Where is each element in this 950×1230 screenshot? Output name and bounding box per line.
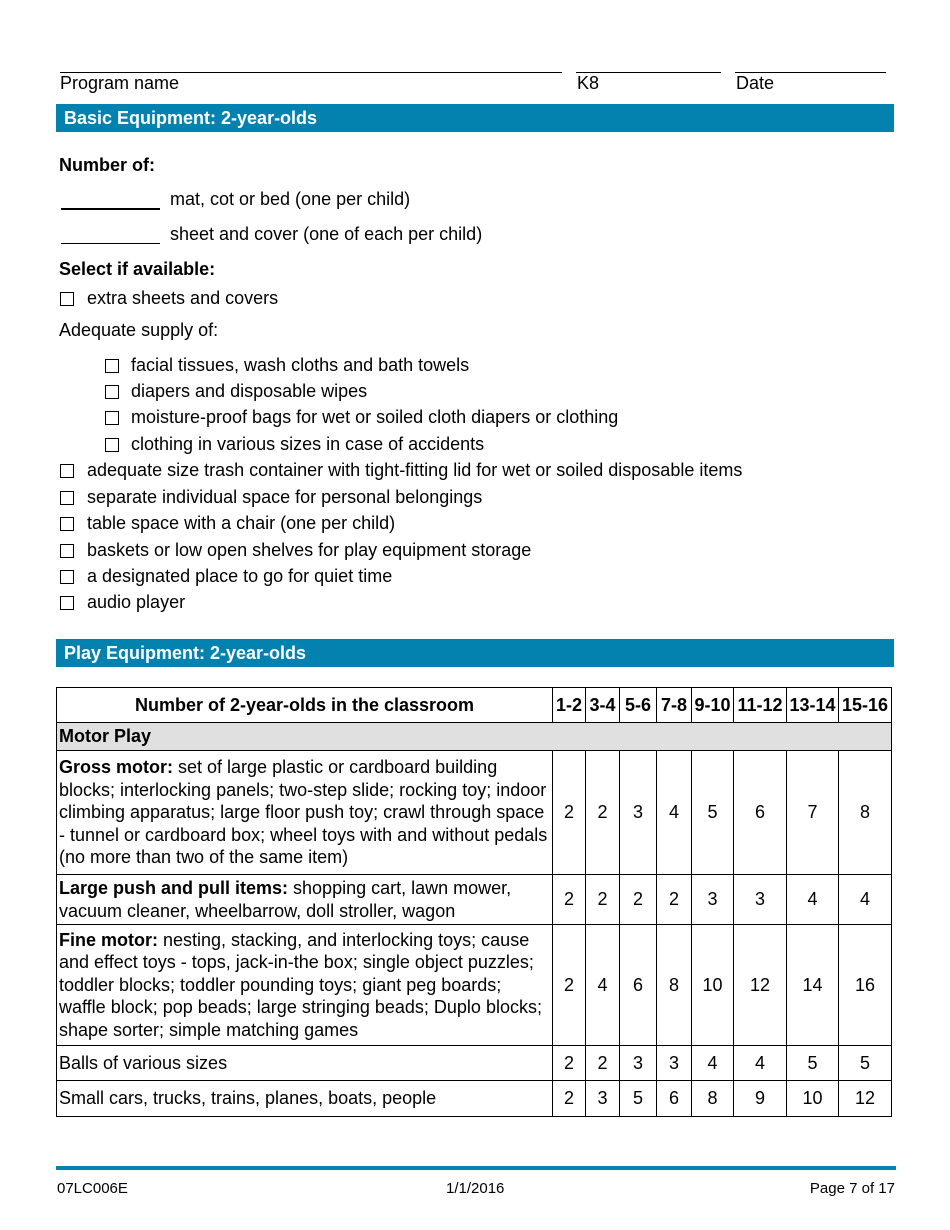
checkbox-label: audio player	[87, 592, 186, 612]
mat-count-label: mat, cot or bed (one per child)	[170, 189, 411, 209]
cell-value: 2	[553, 1046, 586, 1081]
cell-value: 6	[657, 1081, 692, 1117]
checkbox-icon[interactable]	[60, 292, 74, 306]
cell-value: 2	[620, 875, 657, 925]
play-equipment-heading: Play Equipment: 2-year-olds	[56, 639, 894, 667]
cell-value: 6	[734, 751, 787, 875]
cell-value: 8	[657, 925, 692, 1046]
cell-value: 2	[586, 751, 620, 875]
checkbox-icon[interactable]	[105, 385, 119, 399]
row-description	[57, 925, 553, 1046]
cell-value: 14	[787, 925, 839, 1046]
checkbox-audio-player[interactable]	[60, 592, 185, 613]
row-description	[57, 751, 553, 875]
number-of-label: Number of:	[59, 155, 155, 175]
adequate-supply-label: Adequate supply of:	[59, 320, 219, 340]
checkbox-label: baskets or low open shelves for play equipment storage	[87, 540, 532, 560]
basic-equipment-heading: Basic Equipment: 2-year-olds	[56, 104, 894, 132]
cell-value: 4	[657, 751, 692, 875]
cell-value: 6	[620, 925, 657, 1046]
checkbox-personal-space[interactable]	[60, 487, 482, 508]
checkbox-label: extra sheets and covers	[87, 288, 279, 308]
checkbox-icon[interactable]	[105, 411, 119, 425]
checkbox-label: adequate size trash container with tight-fitting lid for wet or soiled disposable items	[87, 460, 743, 480]
checkbox-trash-container[interactable]	[60, 460, 742, 481]
program-name-label: Program name	[60, 73, 180, 93]
checkbox-clothing[interactable]	[105, 434, 484, 455]
select-if-available-label: Select if available:	[59, 259, 216, 279]
checkbox-icon[interactable]	[60, 491, 74, 505]
checkbox-label: clothing in various sizes in case of accidents	[131, 434, 485, 454]
checkbox-label: table space with a chair (one per child)	[87, 513, 396, 533]
checkbox-facial-tissues[interactable]	[105, 355, 469, 376]
cell-value: 8	[839, 751, 892, 875]
column-header: 3-4	[586, 688, 620, 723]
row-text: Small cars, trucks, trains, planes, boats, people	[59, 1088, 437, 1109]
footer-rule	[56, 1166, 896, 1170]
cell-value: 10	[787, 1081, 839, 1117]
cell-value: 5	[692, 751, 734, 875]
cell-value: 3	[734, 875, 787, 925]
row-text: shopping cart, lawn mower, vacuum cleaner, wheelbarrow, doll stroller, wagon	[59, 878, 512, 921]
cell-value: 3	[620, 1046, 657, 1081]
cell-value: 5	[787, 1046, 839, 1081]
checkbox-moisture-proof-bags[interactable]	[105, 407, 618, 428]
cell-value: 3	[657, 1046, 692, 1081]
section-row-motor-play	[57, 723, 892, 751]
checkbox-label: facial tissues, wash cloths and bath towels	[131, 355, 470, 375]
footer-page-number: Page 7 of 17	[809, 1180, 895, 1197]
row-text: Balls of various sizes	[59, 1052, 228, 1073]
table-row	[57, 1081, 892, 1117]
checkbox-label: a designated place to go for quiet time	[87, 566, 393, 586]
row-text: set of large plastic or cardboard building blocks; interlocking panels; two-step slide; rocking toy; indoor climbing apparatus; large floor push toy; crawl through space - tunnel or cardboard box; wheel toys with and without pedals (no more than two of the same item)	[59, 757, 548, 868]
cell-value: 2	[657, 875, 692, 925]
cell-value: 2	[553, 1081, 586, 1117]
footer-form-id: 07LC006E	[57, 1180, 128, 1197]
checkbox-icon[interactable]	[105, 359, 119, 373]
checkbox-extra-sheets[interactable]	[60, 288, 278, 309]
cell-value: 2	[553, 875, 586, 925]
sheet-count-label: sheet and cover (one of each per child)	[170, 224, 483, 244]
column-header: 11-12	[734, 688, 787, 723]
cell-value: 5	[839, 1046, 892, 1081]
cell-value: 4	[692, 1046, 734, 1081]
cell-value: 4	[787, 875, 839, 925]
cell-value: 7	[787, 751, 839, 875]
checkbox-icon[interactable]	[105, 438, 119, 452]
row-label: Large push and pull items:	[59, 878, 289, 898]
row-label: Gross motor:	[59, 757, 174, 778]
date-label: Date	[736, 73, 775, 93]
section-label: Motor Play	[57, 723, 892, 751]
checkbox-quiet-place[interactable]	[60, 566, 392, 587]
table-row	[57, 925, 892, 1046]
column-header: 15-16	[839, 688, 892, 723]
row-label: Fine motor:	[59, 929, 158, 950]
checkbox-icon[interactable]	[60, 596, 74, 610]
row-text: nesting, stacking, and interlocking toys; cause and effect toys - tops, jack-in-the box; single object puzzles; toddler blocks; toddler pounding toys; giant peg boards; waffle block; pop beads; large stringing beads; Duplo blocks; shape sorter; simple matching games	[59, 929, 542, 1040]
footer-date: 1/1/2016	[446, 1180, 505, 1197]
cell-value: 2	[586, 1046, 620, 1081]
cell-value: 10	[692, 925, 734, 1046]
cell-value: 3	[692, 875, 734, 925]
cell-value: 12	[734, 925, 787, 1046]
row-description	[57, 875, 553, 925]
checkbox-diapers[interactable]	[105, 381, 367, 402]
k8-label: K8	[577, 73, 600, 93]
checkbox-label: diapers and disposable wipes	[131, 381, 368, 401]
cell-value: 4	[586, 925, 620, 1046]
column-header: 13-14	[787, 688, 839, 723]
sheet-count-field[interactable]	[61, 243, 160, 244]
table-header-label: Number of 2-year-olds in the classroom	[57, 688, 553, 723]
checkbox-label: moisture-proof bags for wet or soiled cloth diapers or clothing	[131, 407, 619, 427]
checkbox-baskets-shelves[interactable]	[60, 540, 531, 561]
cell-value: 4	[839, 875, 892, 925]
cell-value: 5	[620, 1081, 657, 1117]
table-row	[57, 1046, 892, 1081]
checkbox-icon[interactable]	[60, 544, 74, 558]
cell-value: 8	[692, 1081, 734, 1117]
column-header: 7-8	[657, 688, 692, 723]
row-description	[57, 1046, 553, 1081]
mat-count-field[interactable]	[61, 208, 160, 210]
cell-value: 3	[586, 1081, 620, 1117]
column-header: 9-10	[692, 688, 734, 723]
cell-value: 4	[734, 1046, 787, 1081]
cell-value: 9	[734, 1081, 787, 1117]
checkbox-icon[interactable]	[60, 517, 74, 531]
cell-value: 16	[839, 925, 892, 1046]
cell-value: 3	[620, 751, 657, 875]
cell-value: 2	[553, 925, 586, 1046]
checkbox-icon[interactable]	[60, 570, 74, 584]
checkbox-table-space[interactable]	[60, 513, 395, 534]
row-description	[57, 1081, 553, 1117]
checkbox-icon[interactable]	[60, 464, 74, 478]
cell-value: 2	[586, 875, 620, 925]
column-header: 1-2	[553, 688, 586, 723]
play-equipment-table	[56, 687, 892, 1117]
cell-value: 12	[839, 1081, 892, 1117]
column-header: 5-6	[620, 688, 657, 723]
table-header-row	[57, 688, 892, 723]
cell-value: 2	[553, 751, 586, 875]
table-row	[57, 875, 892, 925]
checkbox-label: separate individual space for personal belongings	[87, 487, 483, 507]
table-row	[57, 751, 892, 875]
